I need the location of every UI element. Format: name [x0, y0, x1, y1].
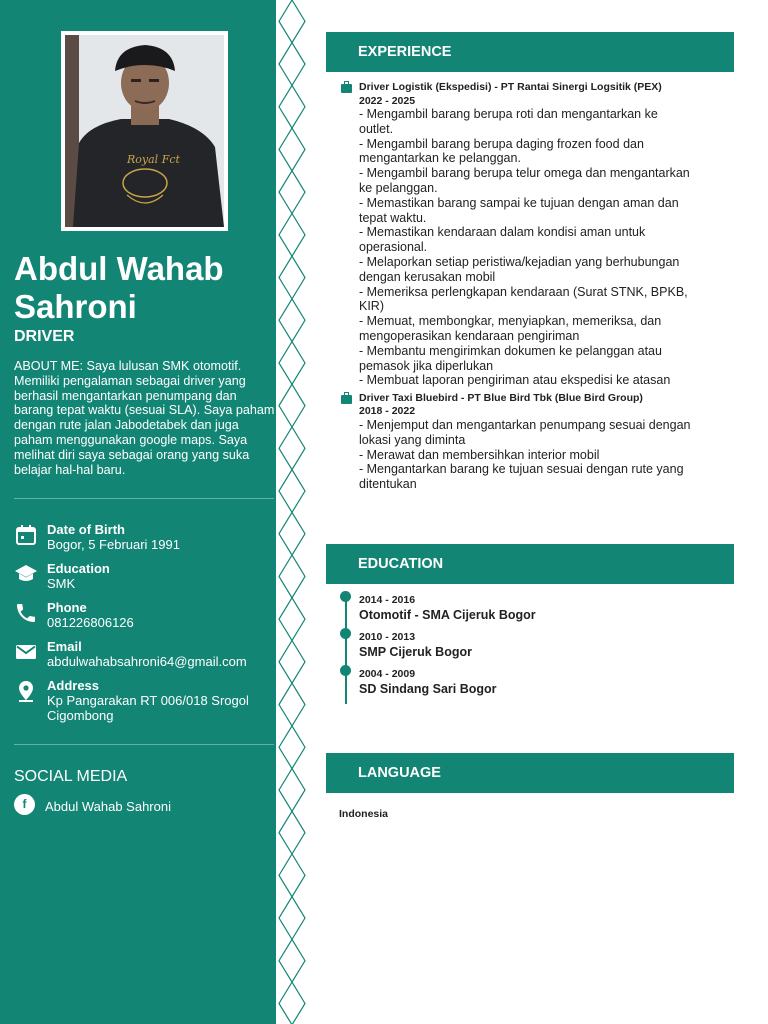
profile-photo — [65, 35, 224, 227]
job-duty-line: - Melaporkan setiap peristiwa/kejadian yang berhubungan — [359, 254, 680, 269]
job-duty-line: - Membantu mengirimkan dokumen ke pelanggan atau — [359, 343, 662, 358]
experience-heading: EXPERIENCE — [326, 32, 734, 72]
job-duty-line: mengoperasikan kendaraan pengiriman — [359, 328, 580, 343]
profile-sidebar — [0, 0, 276, 1024]
job-duty-line: operasional. — [359, 240, 428, 255]
job-duty-line: - Menjemput dan mengantarkan penumpang sesuai dengan — [359, 418, 691, 432]
job-duty-line: - Memeriksa perlengkapan kendaraan (Surat STNK, BPKB, — [359, 284, 688, 299]
timeline-dot — [340, 665, 351, 676]
job-duty-line: ke pelanggan. — [359, 180, 438, 195]
info-value: Kp Pangarakan RT 006/018 Srogol Cigombong — [47, 693, 249, 723]
briefcase-icon — [341, 395, 352, 404]
job-duty-line: - Membuat laporan pengiriman atau ekspedisi ke atasan — [359, 373, 671, 388]
job-duty-line: tepat waktu. — [359, 210, 427, 225]
education-item — [359, 631, 472, 659]
info-value: Bogor, 5 Februari 1991 — [47, 537, 180, 552]
job-duty-line: - Memuat, membongkar, menyiapkan, memeriksa, dan — [359, 314, 662, 329]
education-school: SMP Cijeruk Bogor — [359, 645, 472, 659]
job-duties — [359, 107, 735, 388]
job-title: Driver Logistik (Ekspedisi) - PT Rantai Sinergi Logsitik (PEX) — [359, 81, 662, 93]
education-years: 2010 - 2013 — [359, 631, 416, 643]
job-duty-line: pemasok jika diperlukan — [359, 358, 494, 373]
sidebar-divider — [14, 498, 274, 499]
about-me-text: ABOUT ME: Saya lulusan SMK otomotif. Memiliki pengalaman sebagai driver yang berhasil mengantarkan penumpang dan barang tepat waktu (sesuai SLA). Saya paham dengan rute jalan Jabodetabek dan juga paham menggunakan google maps. Saya melihat diri saya sebagai orang yang suka belajar hal-hal baru. — [14, 359, 275, 477]
job-years: 2018 - 2022 — [359, 405, 416, 417]
job-duty-line: - Memastikan kendaraan dalam kondisi aman untuk — [359, 225, 646, 240]
graduation-cap-icon — [14, 562, 38, 586]
sidebar-divider — [14, 744, 274, 745]
job-duty-line: ditentukan — [359, 477, 417, 492]
education-years: 2004 - 2009 — [359, 668, 416, 680]
social-media-heading: SOCIAL MEDIA — [14, 768, 128, 785]
info-label: Education — [47, 561, 110, 576]
info-label: Address — [47, 678, 100, 693]
job-duty-line: - Mengambil barang berupa daging frozen food dan — [359, 136, 644, 151]
job-title: Driver Taxi Bluebird - PT Blue Bird Tbk (Blue Bird Group) — [359, 392, 643, 404]
info-label: Date of Birth — [47, 522, 125, 537]
timeline-dot — [340, 628, 351, 639]
job-duty-line: lokasi yang diminta — [359, 432, 466, 447]
social-account-name: Abdul Wahab Sahroni — [45, 799, 171, 814]
timeline-dot — [340, 591, 351, 602]
education-timeline-line — [345, 596, 347, 704]
facebook-icon: f — [14, 794, 35, 815]
briefcase-icon — [341, 84, 352, 93]
calendar-icon — [14, 523, 38, 547]
info-label: Phone — [47, 600, 87, 615]
info-value: abdulwahabsahroni64@gmail.com — [47, 654, 247, 669]
education-item — [359, 668, 497, 696]
info-value: SMK — [47, 576, 76, 591]
candidate-role: DRIVER — [14, 328, 75, 345]
language-item: Indonesia — [339, 808, 389, 820]
job-duty-line: KIR) — [359, 299, 384, 314]
job-duty-line: - Mengambil barang berupa telur omega dan mengantarkan — [359, 166, 690, 181]
education-item — [359, 594, 536, 622]
phone-icon — [14, 601, 38, 625]
job-duties — [359, 418, 735, 492]
job-duty-line: - Mengambil barang berupa roti dan mengantarkan ke — [359, 107, 658, 121]
language-heading: LANGUAGE — [326, 753, 734, 793]
info-label: Email — [47, 639, 82, 654]
education-school: SD Sindang Sari Bogor — [359, 682, 497, 696]
job-duty-line: - Mengantarkan barang ke tujuan sesuai dengan rute yang — [359, 462, 684, 477]
candidate-name: Abdul Wahab Sahroni — [14, 250, 224, 325]
diamond-pattern-border — [276, 0, 308, 1024]
education-heading: EDUCATION — [326, 544, 734, 584]
job-duty-line: outlet. — [359, 121, 394, 136]
profile-photo-frame — [61, 31, 228, 231]
svg-text:Royal Fct: Royal Fct — [127, 153, 180, 166]
job-duty-line: - Merawat dan membersihkan interior mobil — [359, 447, 600, 462]
info-value: 081226806126 — [47, 615, 134, 630]
location-pin-icon — [14, 679, 38, 703]
job-years: 2022 - 2025 — [359, 95, 416, 107]
education-school: Otomotif - SMA Cijeruk Bogor — [359, 608, 536, 622]
mail-icon — [14, 640, 38, 664]
job-duty-line: mengantarkan ke pelanggan. — [359, 151, 521, 166]
job-duty-line: dengan kerusakan mobil — [359, 269, 496, 284]
job-duty-line: - Memastikan barang sampai ke tujuan dengan aman dan — [359, 195, 679, 210]
education-years: 2014 - 2016 — [359, 594, 416, 606]
